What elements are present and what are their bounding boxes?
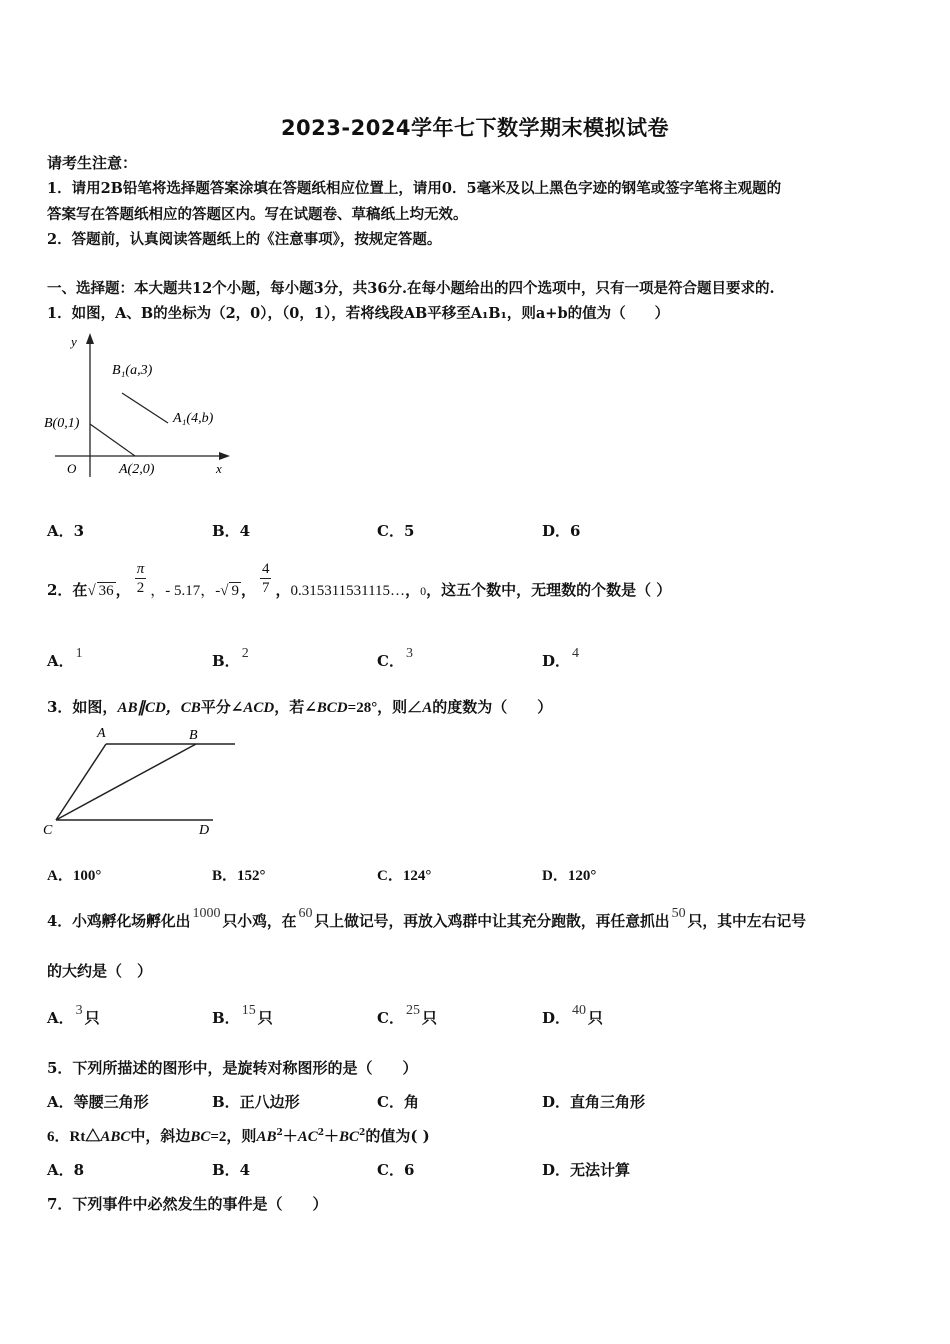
q3-option-b[interactable]: B．152°: [212, 868, 266, 884]
q1-y-label: y: [71, 334, 77, 349]
q1-stem: 1．如图，A、B的坐标为（2，0），（0，1），若将线段AB平移至A₁B₁，则a+b的值为（ ）: [47, 305, 670, 322]
q6-option-c[interactable]: C．6: [377, 1161, 415, 1179]
q3-label-c: C: [43, 823, 53, 838]
q6-option-d[interactable]: D．无法计算: [542, 1161, 631, 1179]
q1-option-a[interactable]: A．3: [47, 522, 85, 540]
notice-heading: 请考生注意：: [47, 154, 138, 172]
q6-option-b[interactable]: B．4: [212, 1161, 251, 1179]
q2-option-b[interactable]: B． 2: [212, 646, 249, 670]
q3-option-a[interactable]: A．100°: [47, 868, 102, 884]
q4-option-b[interactable]: B． 15 只: [212, 1003, 273, 1027]
q3-line-cb: [56, 744, 196, 820]
q2-option-c[interactable]: C． 3: [377, 646, 413, 670]
q1-segment-a1b1: [122, 393, 168, 423]
q3-option-c[interactable]: C．124°: [377, 868, 432, 884]
q1-label-a: A(2,0): [119, 462, 155, 477]
q5-option-b[interactable]: B．正八边形: [212, 1093, 300, 1111]
q6-stem: 6．Rt△ABC中，斜边BC=2，则$AB^2+AC^2+BC^2$的值为( ): [47, 1127, 430, 1145]
q5-stem: 5．下列所描述的图形中，是旋转对称图形的是（ ）: [47, 1059, 418, 1077]
notice-line1a: 1．请用2B铅笔将选择题答案涂填在答题纸相应位置上，请用0．5毫米及以上黑色字迹的钢笔或签字笔将主观题的: [47, 180, 782, 197]
q2-frac-47: $\frac{4}{7}$: [261, 561, 270, 596]
q2-stem: 2．在√ 36 ， $\frac{\pi}{2}$ ，- 5.17，-√ 9 ， $\frac{4}{7}$ ，0.315311531115…，$_0$，这五个数中，无理数的个数是（ ）: [47, 561, 672, 599]
q5-option-d[interactable]: D．直角三角形: [542, 1093, 646, 1111]
q2-sqrt9: 9: [231, 582, 239, 599]
q3-line-ca: [56, 744, 106, 820]
q2-sqrt36: 36: [98, 582, 114, 599]
q6-option-a[interactable]: A．8: [47, 1161, 85, 1179]
q3-option-d[interactable]: D．120°: [542, 868, 597, 884]
q4-option-c[interactable]: C． 25 只: [377, 1003, 437, 1027]
q2-decimal: 0.315311531115…: [290, 582, 406, 599]
q1-label-b1: B₁(a,3): [112, 363, 153, 378]
q2-option-a[interactable]: A． 1: [47, 646, 83, 670]
q3-parallel-figure: [38, 722, 248, 842]
q3-stem: 3．如图，AB∥CD，CB平分∠ACD，若∠BCD=28°，则∠A的度数为（ ）: [47, 698, 553, 716]
page-title: 2023-2024学年七下数学期末模拟试卷: [280, 116, 670, 140]
q1-option-d[interactable]: D．6: [542, 522, 581, 540]
q1-label-a1: A₁(4,b): [173, 411, 214, 426]
q2-option-d[interactable]: D． 4: [542, 646, 580, 670]
q4-stem-line1: 4．小鸡孵化场孵化出 1000 只小鸡，在 60 只上做记号，再放入鸡群中让其充分跑散，再任意抓出 50 只，其中左右记号: [47, 906, 806, 930]
q5-option-a[interactable]: A．等腰三角形: [47, 1093, 149, 1111]
q3-label-b: B: [189, 728, 198, 743]
notice-line1b: 答案写在答题纸相应的答题区内。写在试题卷、草稿纸上均无效。: [47, 206, 468, 223]
q1-x-label: x: [216, 461, 222, 476]
q1-label-b: B(0,1): [44, 416, 80, 431]
q4-stem-line2: 的大约是（ ）: [47, 962, 153, 980]
q4-option-d[interactable]: D． 40 只: [542, 1003, 604, 1027]
q1-segment-ab: [90, 424, 135, 456]
q1-option-b[interactable]: B．4: [212, 522, 251, 540]
q5-option-c[interactable]: C．角: [377, 1093, 419, 1111]
notice-line2: 2．答题前，认真阅读答题纸上的《注意事项》，按规定答题。: [47, 231, 442, 248]
q3-label-d: D: [199, 823, 210, 838]
q4-option-a[interactable]: A． 3 只: [47, 1003, 100, 1027]
q3-label-a: A: [97, 726, 106, 741]
q2-frac-pi2: $\frac{\pi}{2}$: [136, 561, 145, 596]
q1-option-c[interactable]: C．5: [377, 522, 415, 540]
q1-y-arrow-icon: [86, 333, 94, 344]
q1-coordinate-figure: [40, 332, 240, 482]
section-heading: 一、选择题：本大题共12个小题，每小题3分，共36分.在每小题给出的四个选项中，只有一项是符合题目要求的.: [47, 280, 775, 297]
q1-x-arrow-icon: [219, 452, 230, 460]
q7-stem: 7．下列事件中必然发生的事件是（ ）: [47, 1195, 328, 1213]
q1-origin-label: O: [67, 461, 77, 476]
